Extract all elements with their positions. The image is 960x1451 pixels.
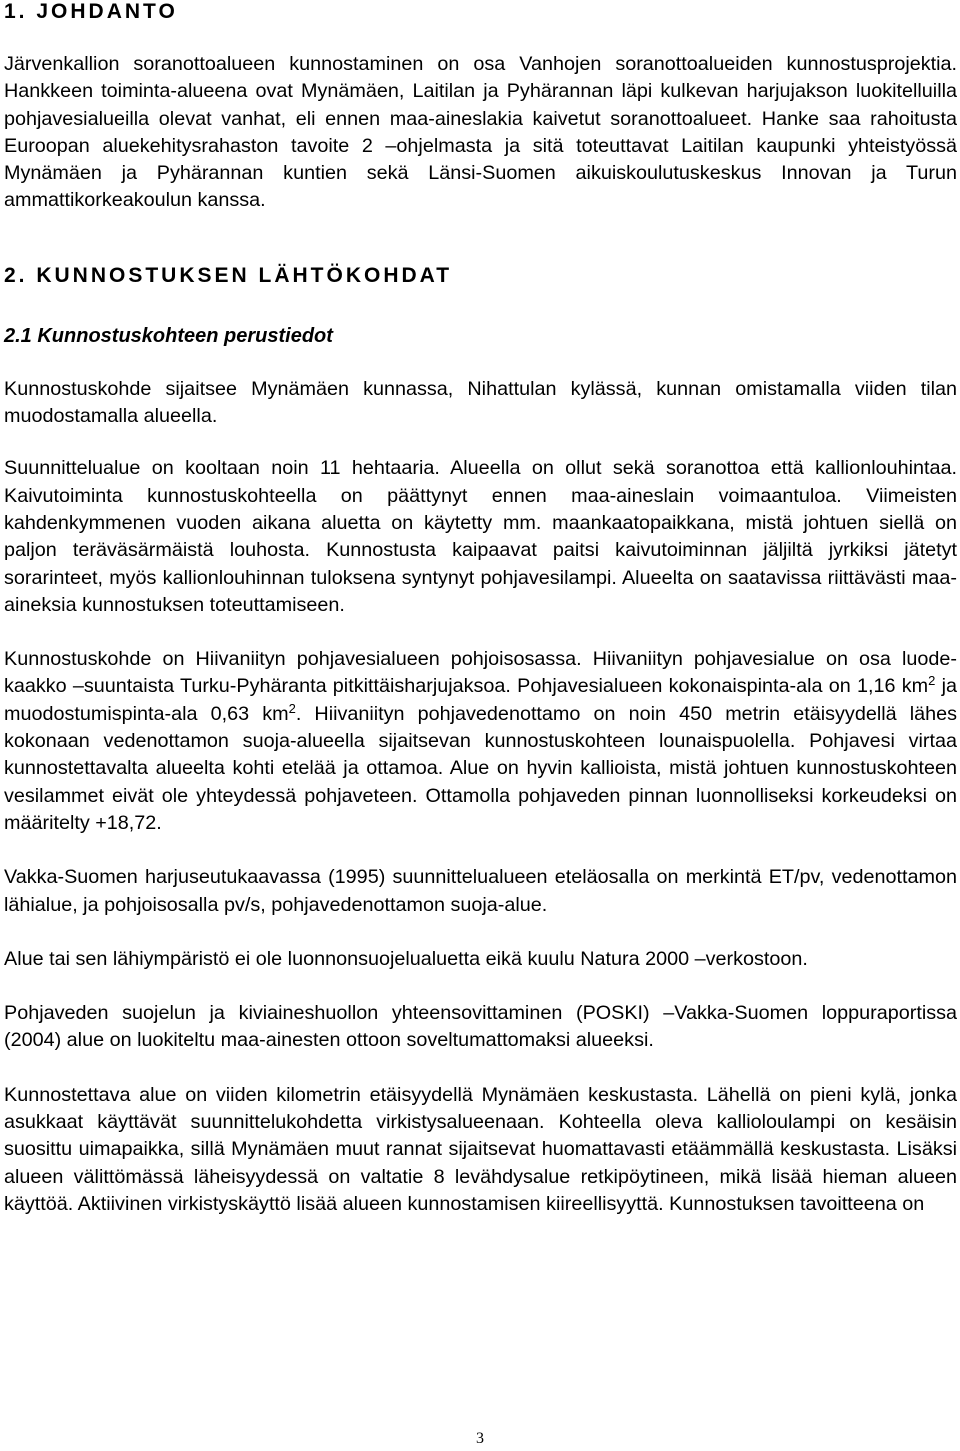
paragraph-recreation: Kunnostettava alue on viiden kilometrin etäisyydellä Mynämäen keskustasta. Lähellä on pieni kylä, jonka asukkaat käyttävät suunnittelukohdetta virkistysalueenaan. Kohteella oleva kallioloulampi on kesäisin suosittu uimapaikka, sillä Mynämäen muut rannat sijaitsevat huomattavasti etäämmällä keskustasta. Lisäksi alueen välittömässä läheisyydessä on valtatie 8 levähdysalue retkipöytineen, mikä lisää hieman alueen käyttöä. Aktiivinen virkistyskäyttö lisää alueen kunnostamisen kiireellisyyttä. Kunnostuksen tavoitteena on bbox=[4, 1083, 957, 1215]
subsection-heading-perustiedot: 2.1 Kunnostuskohteen perustiedot bbox=[4, 324, 333, 347]
paragraph-groundwater bbox=[4, 646, 957, 837]
paragraph-intro: Järvenkallion soranottoalueen kunnostaminen on osa Vanhojen soranottoalueiden kunnostusprojektia. Hankkeen toiminta-alueena ovat Mynämäen, Laitilan ja Pyhärannan läpi kulkevan harjujakson luokitelluilla pohjavesialueilla olevat vanhat, eli ennen maa-aineslakia kaivetut soranottoalueet. Hanke saa rahoitusta Euroopan aluekehitysrahaston tavoite 2 –ohjelmasta ja sitä toteuttavat Laitilan kaupunki yhteistyössä Mynämäen ja Pyhärannan kuntien sekä Länsi-Suomen aikuiskoulutuskeskus Innovan ja Turun ammattikorkeakoulun kanssa. bbox=[4, 53, 957, 212]
paragraph-poski: Pohjaveden suojelun ja kiviaineshuollon yhteensovittaminen (POSKI) –Vakka-Suomen loppuraportissa (2004) alue on luokiteltu maa-ainesten ottoon soveltumattomaksi alueeksi. bbox=[4, 1002, 957, 1052]
paragraph-area-size: Suunnittelualue on kooltaan noin 11 hehtaaria. Alueella on ollut sekä soranottoa että kallionlouhintaa. Kaivutoiminta kunnostuskohteella on päättynyt ennen maa-aineslain voimaantuloa. Viimeisten kahdenkymmenen vuoden aikana aluetta on käytetty mm. maankaatopaikkana, mistä johtuen siellä on paljon teräväsärmäistä louhosta. Kunnostusta kaipaavat paitsi kaivutoiminnan jäljiltä jyrkiksi jätetyt sorarinteet, myös kallionlouhinnan tuloksena syntynyt pohjavesilampi. Alueelta on saatavissa riittävästi maa-aineksia kunnostuksen toteuttamiseen. bbox=[4, 457, 957, 616]
section-heading-johdanto: 1. JOHDANTO bbox=[4, 0, 178, 23]
section-heading-lahtokohdat: 2. KUNNOSTUKSEN LÄHTÖKOHDAT bbox=[4, 263, 453, 287]
groundwater-text-b: ja muodostumispinta-ala 0,63 km bbox=[4, 675, 957, 725]
page-number: 3 bbox=[476, 1430, 484, 1447]
document-page bbox=[4, 0, 957, 1218]
paragraph-conservation: Alue tai sen lähiympäristö ei ole luonnonsuojelualuetta eikä kuulu Natura 2000 –verkostoon. bbox=[4, 947, 808, 970]
groundwater-text-c: . Hiivaniityn pohjavedenottamo on noin 450 metrin etäisyydellä lähes kokonaan vedenottamon suoja-alueella sijaitsevan kunnostuskohteen lounaispuolella. Pohjavesi virtaa kunnostettavalta alueelta kohti etelää ja ottamoa. Alue on hyvin kallioista, mistä johtuen kunnostuskohteen vesilammet eivät ole yhteydessä pohjaveteen. Ottamolla pohjaveden pinnan luonnolliseksi korkeudeksi on määritelty +18,72. bbox=[4, 702, 957, 834]
superscript-squared: 2 bbox=[928, 673, 936, 689]
groundwater-text-a: Kunnostuskohde on Hiivaniityn pohjavesialueen pohjoisosassa. Hiivaniityn pohjavesialue on osa luode-kaakko –suuntaista Turku-Pyhäranta pitkittäisharjujaksoa. Pohjavesialueen kokonaispinta-ala on 1,16 km bbox=[4, 648, 957, 698]
superscript-squared: 2 bbox=[288, 700, 296, 716]
paragraph-location: Kunnostuskohde sijaitsee Mynämäen kunnassa, Nihattulan kylässä, kunnan omistamalla viiden tilan muodostamalla alueella. bbox=[4, 377, 957, 428]
paragraph-zoning: Vakka-Suomen harjuseutukaavassa (1995) suunnittelualueen eteläosalla on merkintä ET/pv, vedenottamon lähialue, ja pohjoisosalla pv/s, pohjavedenottamon suoja-alue. bbox=[4, 866, 957, 916]
